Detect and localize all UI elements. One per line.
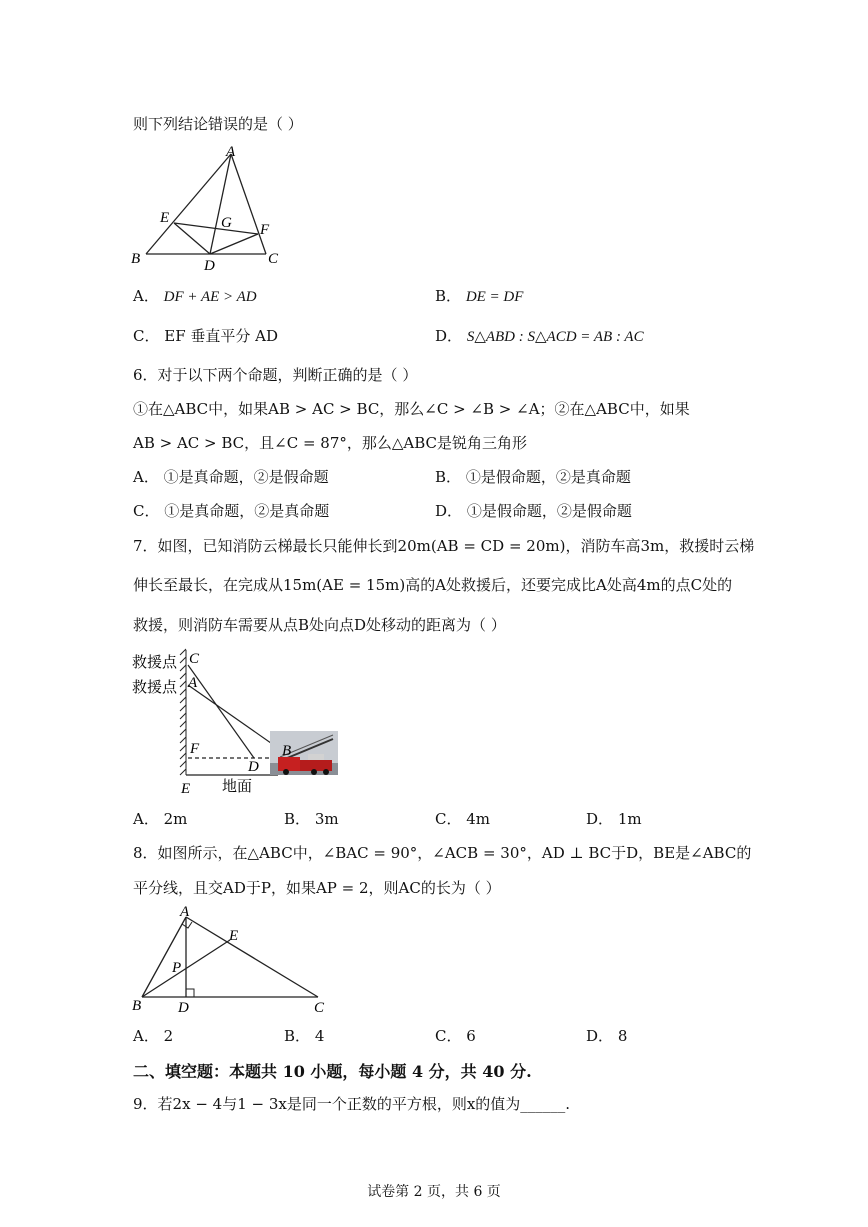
section-2-title: 二、填空题：本题共 10 小题，每小题 4 分，共 40 分.	[133, 1062, 532, 1081]
q8-line1: 8．如图所示，在△ABC中，∠BAC = 90°，∠ACB = 30°，AD ⊥ BC于D，BE是∠ABC的	[133, 844, 752, 862]
q8-option-a: A． 2	[133, 1027, 174, 1045]
q6-option-a: A． ①是真命题，②是假命题	[133, 468, 329, 486]
q5-figure	[128, 142, 288, 272]
page-footer: 试卷第 2 页，共 6 页	[367, 1184, 501, 1200]
label-a: A	[180, 904, 190, 920]
q7-figure	[128, 645, 343, 800]
q8-option-b: B． 4	[284, 1027, 325, 1045]
q7-option-c: C． 4m	[435, 810, 491, 828]
label-c: C	[314, 1000, 325, 1016]
label-a: A	[188, 675, 198, 691]
label-e: E	[181, 781, 191, 797]
label-g: G	[221, 215, 232, 231]
label-e: E	[160, 210, 170, 226]
q6-option-b: B． ①是假命题，②是真命题	[435, 468, 631, 486]
q7-line1: 7．如图，已知消防云梯最长只能伸长到20m(AB = CD = 20m)，消防车高3m，救援时云梯	[133, 537, 755, 555]
label-b: B	[132, 998, 142, 1014]
label-c: C	[189, 651, 200, 667]
q8-figure	[128, 902, 333, 1017]
q7-option-b: B． 3m	[284, 810, 339, 828]
q8-option-c: C． 6	[435, 1027, 476, 1045]
q5-option-b: B． DE = DF	[435, 287, 524, 305]
q9-text: 9．若2x − 4与1 − 3x是同一个正数的平方根，则x的值为______.	[133, 1095, 571, 1113]
label-b: B	[131, 251, 141, 267]
label-a: A	[226, 144, 236, 160]
q7-option-a: A． 2m	[133, 810, 188, 828]
q6-line1: ①在△ABC中，如果AB > AC > BC，那么∠C > ∠B > ∠A；②在△ABC中，如果	[133, 400, 690, 418]
label-d: D	[248, 759, 259, 775]
label-c: C	[268, 251, 279, 267]
q8-option-d: D． 8	[586, 1027, 628, 1045]
q5-option-c: C． EF 垂直平分 AD	[133, 327, 279, 345]
q6-option-d: D． ①是假命题，②是假命题	[435, 502, 632, 520]
q7-line3: 救援，则消防车需要从点B处向点D处移动的距离为（ ）	[133, 616, 506, 634]
label-f: F	[260, 222, 270, 238]
rescue-point-a-label: 救援点	[132, 678, 178, 696]
q7-line2: 伸长至最长，在完成从15m(AE = 15m)高的A处救援后，还要完成比A处高4m的点C处的	[133, 576, 733, 594]
q5-option-a: A． DF + AE > AD	[133, 287, 257, 305]
q6-stem: 6．对于以下两个命题，判断正确的是（ ）	[133, 366, 418, 384]
ground-label: 地面	[222, 777, 253, 795]
q5-stem: 则下列结论错误的是（ ）	[133, 115, 303, 133]
label-b: B	[282, 743, 292, 759]
q6-line2: AB > AC > BC，且∠C = 87°，那么△ABC是锐角三角形	[133, 434, 528, 452]
label-d: D	[178, 1000, 189, 1016]
label-f: F	[190, 741, 200, 757]
label-p: P	[172, 960, 182, 976]
fire-truck-image	[270, 731, 338, 775]
rescue-point-c-label: 救援点	[132, 653, 178, 671]
q7-option-d: D． 1m	[586, 810, 642, 828]
q5-option-d: D． S△ABD : S△ACD = AB : AC	[435, 327, 644, 345]
q8-line2: 平分线，且交AD于P，如果AP = 2，则AC的长为（ ）	[133, 879, 501, 897]
label-d: D	[204, 258, 215, 272]
q6-option-c: C． ①是真命题，②是真命题	[133, 502, 330, 520]
label-e: E	[229, 928, 239, 944]
